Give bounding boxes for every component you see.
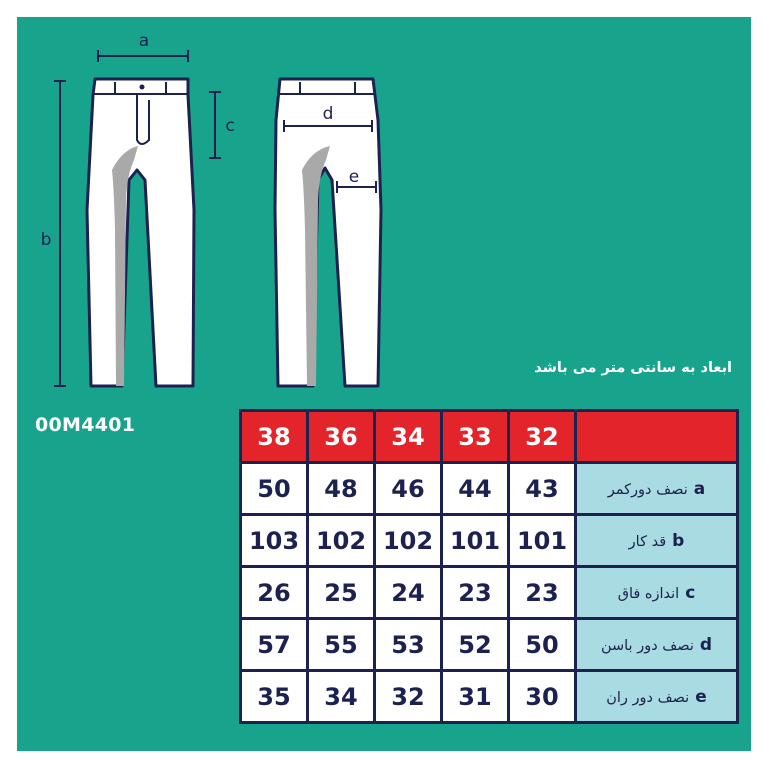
value-cell: 30: [509, 671, 576, 723]
dimension-d-label: d: [322, 104, 334, 124]
value-cell: 50: [509, 619, 576, 671]
value-cell: 103: [241, 515, 308, 567]
row-label: [576, 515, 738, 567]
dimension-e-label: e: [348, 167, 360, 187]
row-letter: c: [685, 582, 696, 603]
value-cell: 102: [308, 515, 375, 567]
size-header: 36: [308, 411, 375, 463]
value-cell: 43: [509, 463, 576, 515]
row-label: [576, 671, 738, 723]
dimension-c-label: c: [225, 116, 235, 136]
size-table: [239, 409, 739, 724]
value-cell: 57: [241, 619, 308, 671]
size-header-row: [241, 411, 738, 463]
value-cell: 101: [442, 515, 509, 567]
size-header: 38: [241, 411, 308, 463]
table-row: [241, 567, 738, 619]
value-cell: 55: [308, 619, 375, 671]
row-label: [576, 567, 738, 619]
row-label-text: قد کار: [628, 533, 667, 550]
size-header: 33: [442, 411, 509, 463]
value-cell: 101: [509, 515, 576, 567]
front-pants-drawing: [87, 79, 194, 386]
size-header: 34: [375, 411, 442, 463]
row-letter: e: [695, 686, 707, 707]
value-cell: 26: [241, 567, 308, 619]
table-row: [241, 671, 738, 723]
value-cell: 25: [308, 567, 375, 619]
value-cell: 34: [308, 671, 375, 723]
dimension-b: [41, 81, 66, 386]
row-label: [576, 463, 738, 515]
table-row: [241, 515, 738, 567]
value-cell: 50: [241, 463, 308, 515]
value-cell: 48: [308, 463, 375, 515]
value-cell: 44: [442, 463, 509, 515]
row-letter: d: [699, 634, 713, 655]
row-label-text: اندازه فاق: [617, 585, 680, 602]
dimension-a-label: a: [138, 31, 150, 51]
value-cell: 35: [241, 671, 308, 723]
header-corner: [576, 411, 738, 463]
value-cell: 52: [442, 619, 509, 671]
table-row: [241, 463, 738, 515]
dimension-a: [98, 31, 188, 62]
value-cell: 31: [442, 671, 509, 723]
row-label-text: نصف دورکمر: [607, 481, 688, 498]
table-row: [241, 619, 738, 671]
value-cell: 102: [375, 515, 442, 567]
size-header: 32: [509, 411, 576, 463]
row-label-text: نصف دور باسن: [600, 637, 694, 654]
row-label-text: نصف دور ران: [606, 689, 690, 706]
dimension-c: [209, 92, 235, 158]
value-cell: 23: [509, 567, 576, 619]
row-letter: b: [672, 530, 685, 551]
value-cell: 32: [375, 671, 442, 723]
row-letter: a: [693, 478, 706, 499]
value-cell: 53: [375, 619, 442, 671]
value-cell: 46: [375, 463, 442, 515]
value-cell: 24: [375, 567, 442, 619]
value-cell: 23: [442, 567, 509, 619]
row-label: [576, 619, 738, 671]
model-code: 00M4401: [35, 414, 136, 436]
units-note: ابعاد به سانتی متر می باشد: [534, 360, 732, 376]
dimension-b-label: b: [40, 230, 52, 250]
